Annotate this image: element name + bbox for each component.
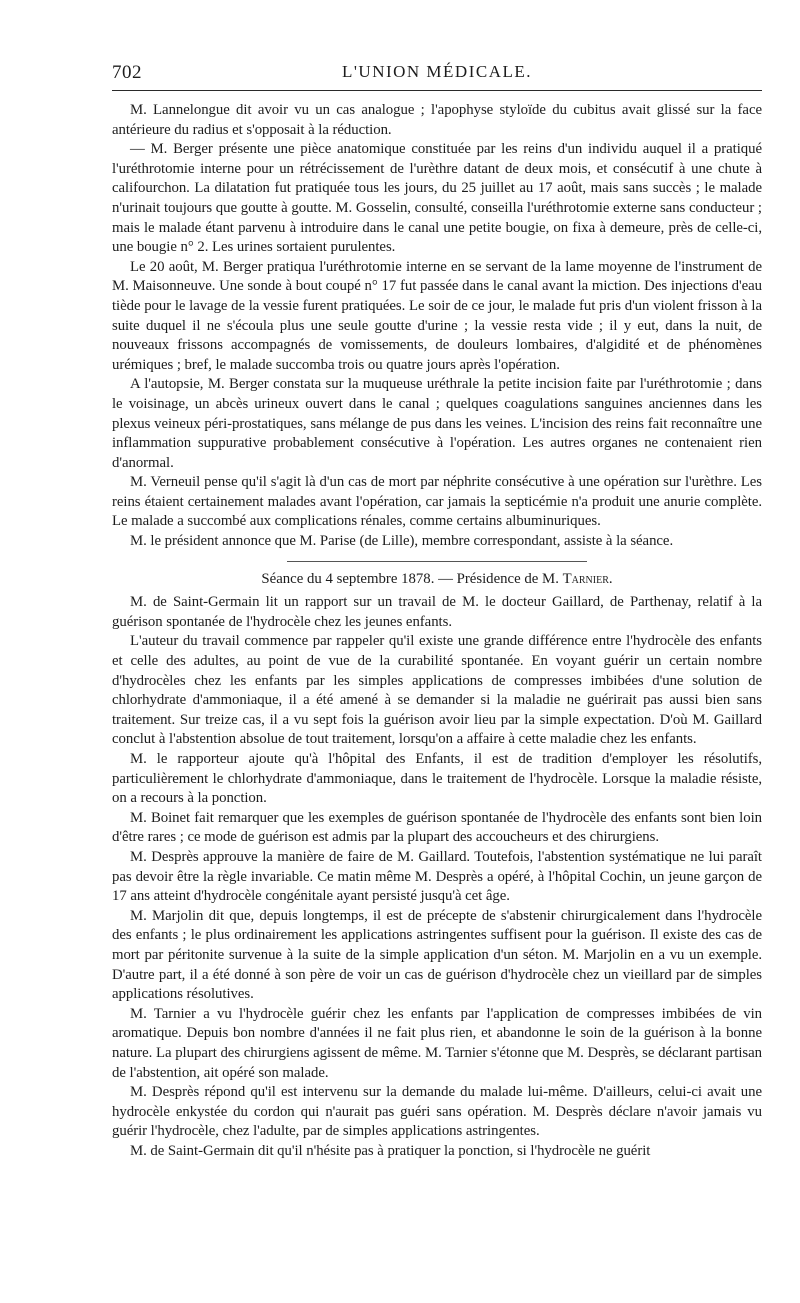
page-number: 702 — [112, 62, 142, 83]
paragraph: M. Lannelongue dit avoir vu un cas analogue ; l'apophyse styloïde du cubitus avait glissé sur la face antérieure du radius et s'opposait à la réduction. — [112, 102, 762, 138]
page-header — [112, 60, 762, 91]
paragraph: M. Marjolin dit que, depuis longtemps, il est de précepte de s'abstenir chirurgicalement dans l'hydrocèle des enfants ; le plus ordinairement les applications astringentes suffisent pour la guérison. Il existe des cas de mort par péritonite survenue à la suite de la simple application d'un séton. M. Marjolin en a vu un exemple. D'autre part, il a été donné à son père de voir un cas de guérison d'hydrocèle chez un vieillard par de simples applications résolutives. — [112, 907, 762, 1003]
session-president-name: Tarnier — [562, 570, 609, 587]
paragraph: M. le rapporteur ajoute qu'à l'hôpital des Enfants, il est de tradition d'employer les résolutifs, particulièrement le chlorhydrate d'ammoniaque, dans le traitement de l'hydrocèle. Lorsque la maladie résiste, on a recours à la ponction. — [112, 751, 762, 807]
paragraph: M. Verneuil pense qu'il s'agit là d'un cas de mort par néphrite consécutive à une opération sur l'urèthre. Les reins étaient certainement malades avant l'opération, car jamais la septicémie n'a produit une anurie complète. Le malade a succombé aux complications rénales, comme certains albuminuriques. — [112, 474, 762, 530]
paragraph: M. de Saint-Germain dit qu'il n'hésite pas à pratiquer la ponction, si l'hydrocèle ne guérit — [130, 1142, 651, 1159]
session-heading — [112, 570, 762, 590]
paragraph: L'auteur du travail commence par rappeler qu'il existe une grande différence entre l'hydrocèle des enfants et celle des adultes, au point de vue de la curabilité spontanée. En voyant guérir un certain nombre d'hydrocèles chez les enfants par les simples applications de compresses imbibées d'une solution de chlorhydrate d'ammoniaque, il a été amené à se demander si la maladie ne guérirait pas aussi bien sans traitement. Sur treize cas, il a vu sept fois la guérison avoir lieu par la simple expectation. D'où M. Gaillard conclut à l'abstention absolue de tout traitement, lorsqu'on a affaire à cette maladie chez les enfants. — [112, 633, 762, 748]
running-title: L'UNION MÉDICALE. — [341, 62, 533, 81]
paragraph: A l'autopsie, M. Berger constata sur la muqueuse uréthrale la petite incision faite par l'uréthrotomie ; dans le voisinage, un abcès urineux ouvert dans le canal ; quelques coagulations sanguines anciennes dans les plexus veineux péri-prostatiques, sans mélange de pus dans les veines. L'incision des reins fait reconnaître une inflammation suppurative probablement consécutive à l'opération. Les autres organes ne contenaient rien d'anormal. — [112, 376, 762, 471]
section-divider — [287, 561, 587, 562]
paragraph: — M. Berger présente une pièce anatomique constituée par les reins d'un individu auquel il a pratiqué l'uréthrotomie interne pour un rétrécissement de l'urèthre datant de deux mois, et consécutif à une chute à califourchon. La dilatation fut pratiquée tous les jours, du 25 juillet au 17 août, mais sans succès ; le malade n'urinait toujours que goutte à goutte. M. Gosselin, consulté, conseilla l'uréthrotomie externe sans conducteur ; mais le malade étant parvenu à introduire dans le canal une petite bougie, on fixa à demeure, près de celle-ci, une bougie n° 2. Les urines sortaient purulentes. — [112, 141, 762, 256]
paragraph: M. de Saint-Germain lit un rapport sur un travail de M. le docteur Gaillard, de Parthenay, relatif à la guérison spontanée de l'hydrocèle chez les jeunes enfants. — [112, 594, 762, 630]
session-heading-text: Séance du 4 septembre 1878. — Présidence de M. — [261, 570, 563, 587]
paragraph: M. Tarnier a vu l'hydrocèle guérir chez les enfants par l'application de compresses imbibées de vin aromatique. Depuis bon nombre d'années il ne fait plus rien, et abandonne le soin de la guérison à la bonne nature. La plupart des chirurgiens agissent de même. M. Tarnier s'étonne que M. Desprès, se déclarant partisan de l'abstention, ait opéré son malade. — [112, 1005, 762, 1081]
paragraph: Le 20 août, M. Berger pratiqua l'uréthrotomie interne en se servant de la lame moyenne de l'instrument de M. Maisonneuve. Une sonde à bout coupé n° 17 fut passée dans le canal avant la miction. Des injections d'eau tiède pour le lavage de la vessie furent pratiquées. Le soir de ce jour, le malade fut pris d'un violent frisson à la suite duquel il ne s'écoula plus une seule goutte d'urine ; la vessie resta vide ; il y eut, dans la nuit, de nouveaux frissons accompagnés de vomissements, de douleurs lombaires, d'algidité et de phénomènes urémiques ; bref, le malade succomba trois ou quatre jours après l'opération. — [112, 258, 762, 373]
session-heading-suffix: . — [608, 570, 613, 587]
paragraph: M. Desprès répond qu'il est intervenu sur la demande du malade lui-même. D'ailleurs, celui-ci avait une hydrocèle enkystée du cordon qui n'aurait pas guéri sans opération. M. Desprès déclare n'avoir jamais vu guérir l'hydrocèle, chez l'adulte, par de simples applications astringentes. — [112, 1084, 762, 1140]
paragraph: M. le président annonce que M. Parise (de Lille), membre correspondant, assiste à la séance. — [130, 533, 674, 550]
paragraph: M. Desprès approuve la manière de faire de M. Gaillard. Toutefois, l'abstention systématique ne lui paraît pas devoir être la règle invariable. Ce matin même M. Desprès a opéré, à l'hôpital Cochin, un jeune garçon de 17 ans atteint d'hydrocèle congénitale ayant persisté jusqu'à cet âge. — [112, 848, 762, 905]
paragraph: M. Boinet fait remarquer que les exemples de guérison spontanée de l'hydrocèle des enfants sont bien loin d'être rares ; ce mode de guérison est admis par la plupart des accoucheurs et des chirurgiens. — [112, 809, 762, 846]
article-body — [112, 101, 762, 1161]
